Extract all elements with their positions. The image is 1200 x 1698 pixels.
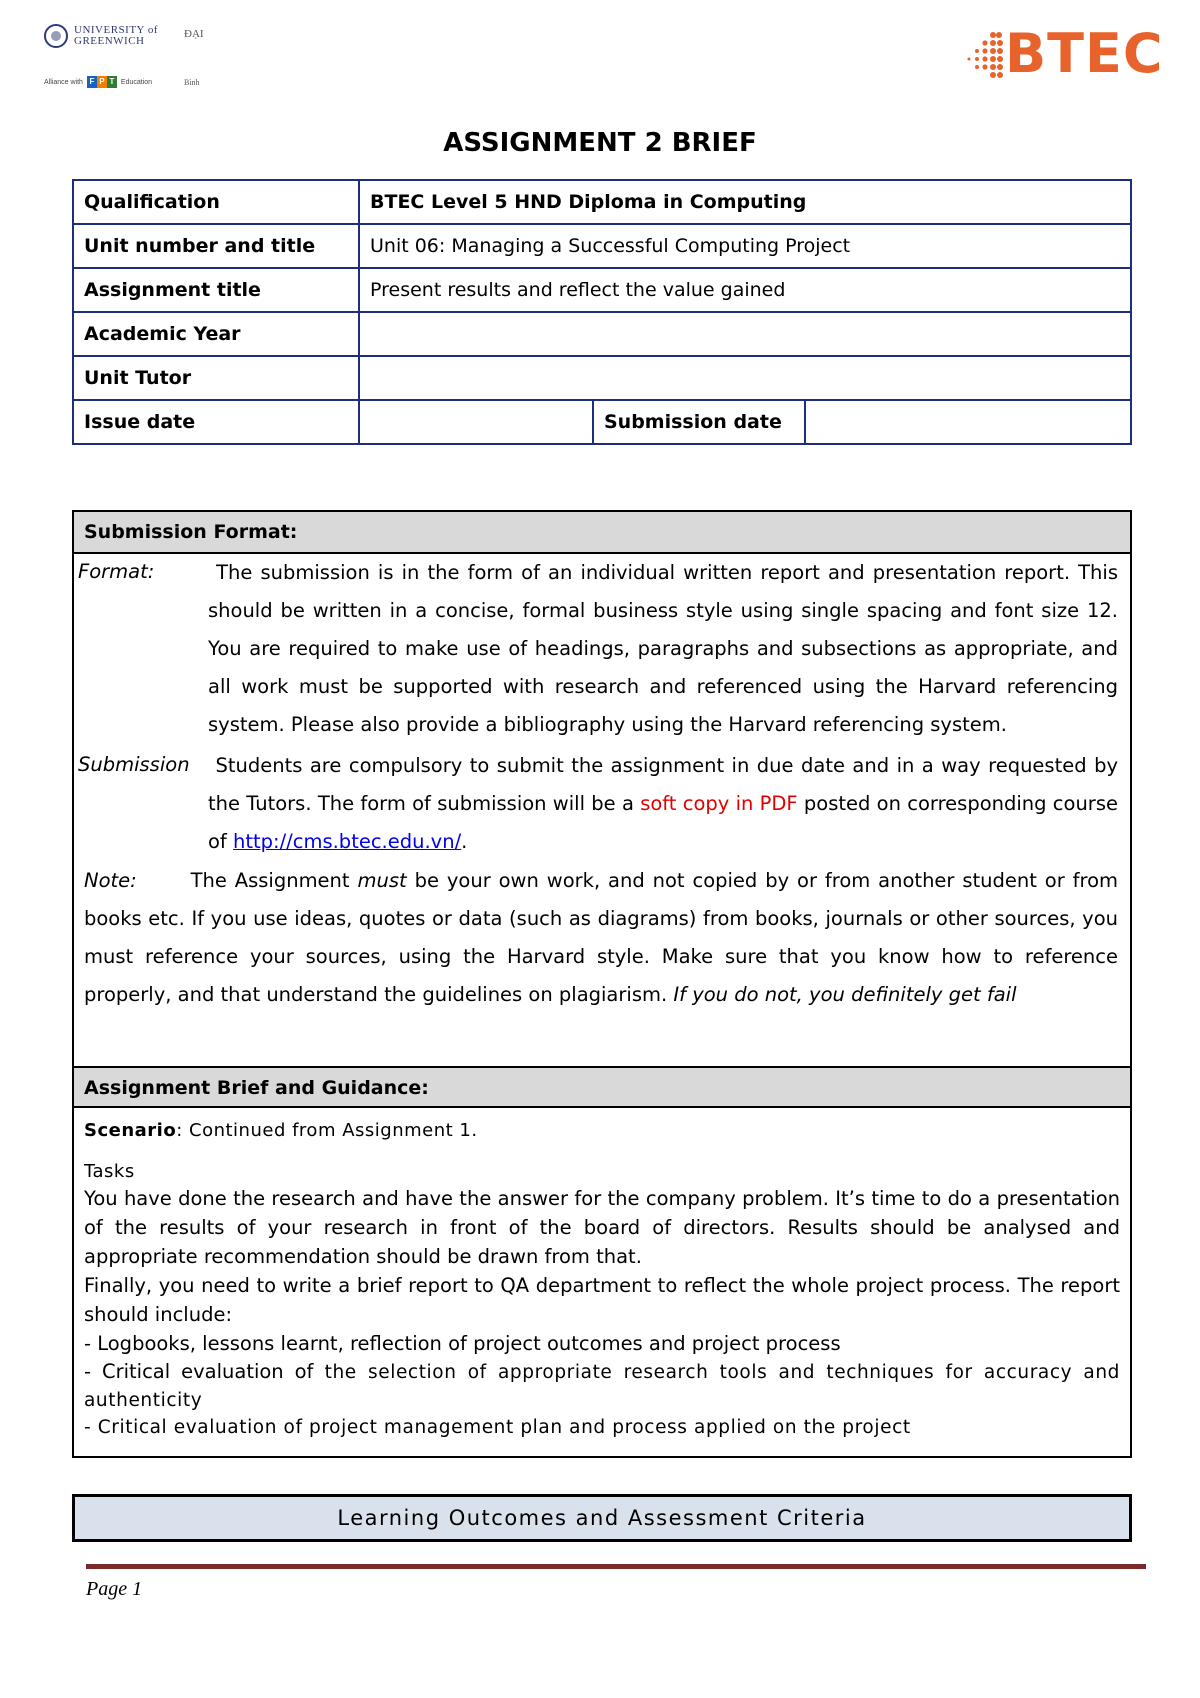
- format-label: Format:: [78, 560, 155, 583]
- qualification-value: BTEC Level 5 HND Diploma in Computing: [359, 180, 1131, 224]
- guidance-heading: Assignment Brief and Guidance:: [74, 1066, 1130, 1108]
- academic-year-label: Academic Year: [73, 312, 359, 356]
- format-text: The submission is in the form of an individual written report and presentation report. This should be written in a concise, formal business style using single spacing and font size 12. You are required to make use of headings, paragraphs and subsections as appropriate, and all work must be supported with research and referenced using the Harvard referencing system. Please also provide a bibliography using the Harvard referencing system.: [208, 561, 1118, 736]
- academic-year-value: [359, 312, 1131, 356]
- btec-logo-text: BTEC: [1005, 22, 1164, 85]
- task-paragraph-1: You have done the research and have the answer for the company problem. It’s time to do a presentation of the results of your research in front of the board of directors. Results should be analysed and appropriate recommendation should be drawn from that.: [84, 1187, 1120, 1268]
- table-row: [73, 400, 1131, 444]
- table-row: [73, 180, 1131, 224]
- note-paragraph: [84, 862, 1118, 1014]
- learning-outcomes-heading: Learning Outcomes and Assessment Criteria: [72, 1494, 1132, 1542]
- task-paragraph-2: Finally, you need to write a brief report to QA department to reflect the whole project process. The report should include:: [84, 1274, 1120, 1326]
- submission-section: [72, 510, 1132, 1458]
- footer-divider: [86, 1564, 1146, 1569]
- fpt-alliance-logo: [44, 76, 152, 88]
- table-row: [73, 312, 1131, 356]
- submission-end: .: [461, 830, 468, 853]
- submission-date-value: [805, 400, 1131, 444]
- bullet-2-bold: - Critical evaluation of: [84, 1360, 314, 1383]
- page-title: ASSIGNMENT 2 BRIEF: [443, 128, 757, 158]
- unit-tutor-label: Unit Tutor: [73, 356, 359, 400]
- bullet-2-rest: the selection of appropriate research tools and techniques for accuracy and authenticity: [84, 1362, 1120, 1411]
- table-row: [73, 224, 1131, 268]
- task-bullet-2: [84, 1358, 1120, 1414]
- submission-text-1: Students are compulsory to submit the assignment in due date and in a way requested by the Tutors. The form of submission will be a: [208, 754, 1118, 815]
- note-must: must: [357, 869, 407, 892]
- submission-format-heading: Submission Format:: [74, 512, 1130, 554]
- assignment-info-table: [72, 179, 1132, 445]
- table-row: [73, 268, 1131, 312]
- submission-date-label: Submission date: [593, 400, 805, 444]
- btec-dots-icon: [963, 29, 1003, 79]
- task-bullet-1: - Logbooks, lessons learnt, reflection of project outcomes and project process: [84, 1332, 841, 1355]
- assignment-title-label: Assignment title: [73, 268, 359, 312]
- university-seal-icon: [44, 24, 68, 48]
- alliance-text: Alliance with: [44, 78, 83, 86]
- unit-label: Unit number and title: [73, 224, 359, 268]
- note-text-2: be your own work, and not copied by or from another student or from books etc. If you use ideas, quotes or data (such as diagrams) from books, journals or other sources, you must reference your sources, using the Harvard style. Make sure that you know how to reference properly, and that understand the guidelines on plagiarism.: [84, 869, 1119, 1006]
- note-italic-end: If you do not, you definitely get fail: [673, 983, 1017, 1006]
- submission-format-body: [74, 554, 1130, 1066]
- fpt-logo-icon: F P T: [87, 76, 117, 88]
- table-row: [73, 356, 1131, 400]
- unit-tutor-value: [359, 356, 1131, 400]
- qualification-label: Qualification: [73, 180, 359, 224]
- note-text-1: The Assignment: [190, 869, 350, 892]
- scenario-text: : Continued from Assignment 1.: [176, 1120, 478, 1141]
- alliance-suffix: Education: [120, 78, 153, 86]
- btec-logo: [963, 24, 1164, 84]
- university-name: UNIVERSITY of GREENWICH: [74, 24, 158, 47]
- binh-text: Bình: [184, 78, 200, 87]
- submission-red-text: soft copy in PDF: [640, 792, 798, 815]
- note-label: Note:: [84, 869, 137, 892]
- scenario-label: Scenario: [84, 1120, 177, 1141]
- assignment-title-value: Present results and reflect the value gained: [359, 268, 1131, 312]
- task-bullet-3: - Critical evaluation of project management plan and process applied on the project: [84, 1417, 911, 1438]
- tasks-heading: Tasks: [84, 1161, 135, 1182]
- university-logo: [44, 24, 214, 96]
- page-number: Page 1: [86, 1578, 143, 1600]
- submission-label: Submission: [78, 753, 190, 776]
- dai-text: ĐẠI: [184, 28, 204, 40]
- scenario-line: [84, 1120, 1120, 1141]
- issue-date-label: Issue date: [73, 400, 359, 444]
- issue-date-value: [359, 400, 593, 444]
- unit-value: Unit 06: Managing a Successful Computing Project: [359, 224, 1131, 268]
- cms-link[interactable]: http://cms.btec.edu.vn/: [233, 830, 462, 853]
- submission-paragraph: [208, 747, 1118, 861]
- guidance-body: [74, 1108, 1130, 1458]
- format-paragraph: [208, 554, 1118, 744]
- submission-text-2: posted on corresponding course of: [208, 792, 1118, 853]
